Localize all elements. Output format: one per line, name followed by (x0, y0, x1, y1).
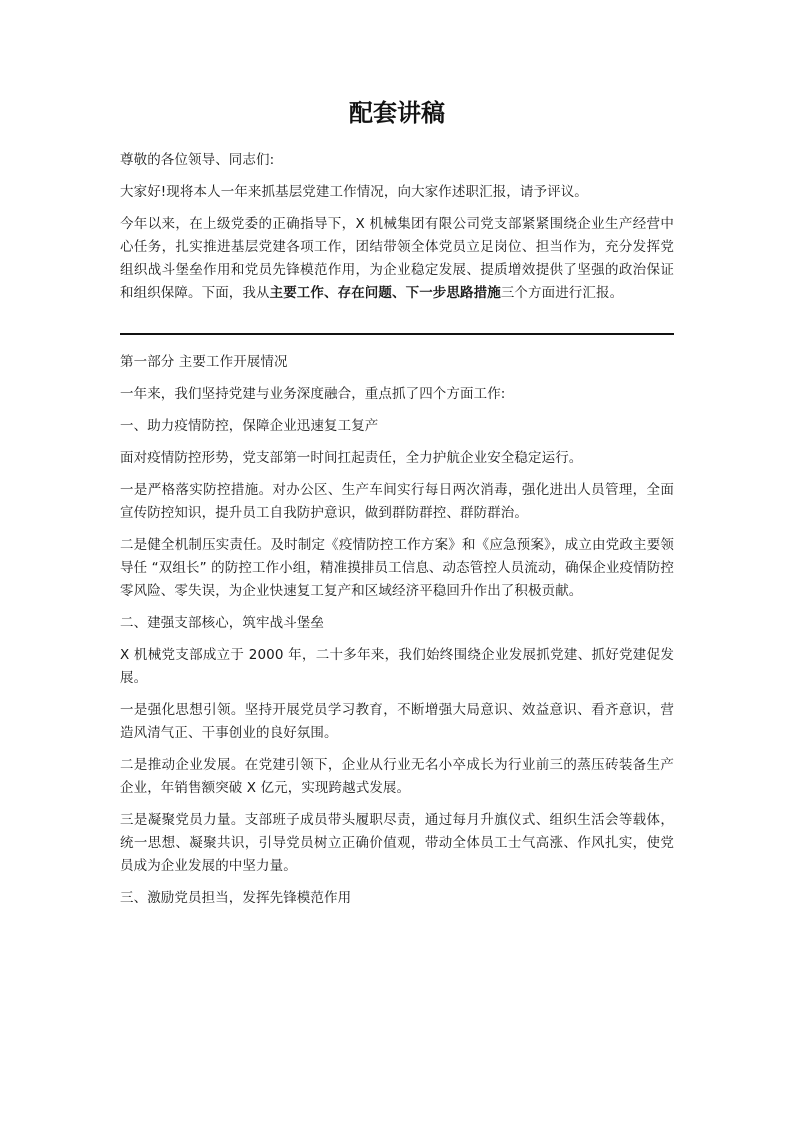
section1-paragraph: 一是严格落实防控措施。对办公区、生产车间实行每日两次消毒，强化进出人员管理，全面宣传防控知识，提升员工自我防护意识，做到群防群控、群防群治。 (120, 482, 674, 521)
section1-paragraph: 面对疫情防控形势，党支部第一时间扛起责任，全力护航企业安全稳定运行。 (120, 450, 583, 466)
section2-paragraph: 三是凝聚党员力量。支部班子成员带头履职尽责，通过每月升旗仪式、组织生活会等载体，统一思想、凝聚共识，引导党员树立正确价值观，带动全体员工士气高涨、作风扎实，使党员成为企业发展的中坚力量。 (120, 812, 674, 874)
intro-emphasis: 主要工作、存在问题、下一步思路措施 (269, 285, 501, 301)
document-title: 配套讲稿 (349, 99, 445, 127)
part1-summary: 一年来，我们坚持党建与业务深度融合，重点抓了四个方面工作: (120, 386, 506, 402)
opening-paragraph: 大家好!现将本人一年来抓基层党建工作情况，向大家作述职汇报，请予评议。 (120, 184, 588, 200)
section3-heading: 三、激励党员担当，发挥先锋模范作用 (120, 890, 352, 906)
intro-tail: 三个方面进行汇报。 (500, 285, 624, 301)
section-divider (120, 333, 674, 335)
section2-heading: 二、建强支部核心，筑牢战斗堡垒 (120, 615, 324, 631)
section2-paragraph: X 机械党支部成立于 2000 年，二十多年来，我们始终围绕企业发展抓党建、抓好党建促发展。 (120, 647, 674, 686)
intro-text: 今年以来，在上级党委的正确指导下，X 机械集团有限公司党支部紧紧围绕企业生产经营中心任务，扎实推进基层党建各项工作，团结带领全体党员立足岗位、担当作为，充分发挥党组织战斗堡垒作用和党员先锋模范作用，为企业稳定发展、提质增效提供了坚强的政治保证和组织保障。下面，我从 (120, 216, 674, 301)
section1-paragraph: 二是健全机制压实责任。及时制定《疫情防控工作方案》和《应急预案》，成立由党政主要领导任 “双组长” 的防控工作小组，精准摸排员工信息、动态管控人员流动，确保企业疫情防控零风险、零失误，为企业快速复工复产和区域经济平稳回升作出了积极贡献。 (120, 537, 674, 599)
salutation: 尊敬的各位领导、同志们: (120, 152, 275, 168)
part1-heading: 第一部分 主要工作开展情况 (120, 354, 288, 370)
document-body (120, 149, 674, 919)
intro-paragraph (120, 213, 674, 305)
section2-paragraph: 二是推动企业发展。在党建引领下，企业从行业无名小卒成长为行业前三的蒸压砖装备生产企业，年销售额突破 X 亿元，实现跨越式发展。 (120, 757, 674, 796)
section2-paragraph: 一是强化思想引领。坚持开展党员学习教育，不断增强大局意识、效益意识、看齐意识，营造风清气正、干事创业的良好氛围。 (120, 702, 674, 741)
section1-heading: 一、助力疫情防控，保障企业迅速复工复产 (120, 418, 379, 434)
